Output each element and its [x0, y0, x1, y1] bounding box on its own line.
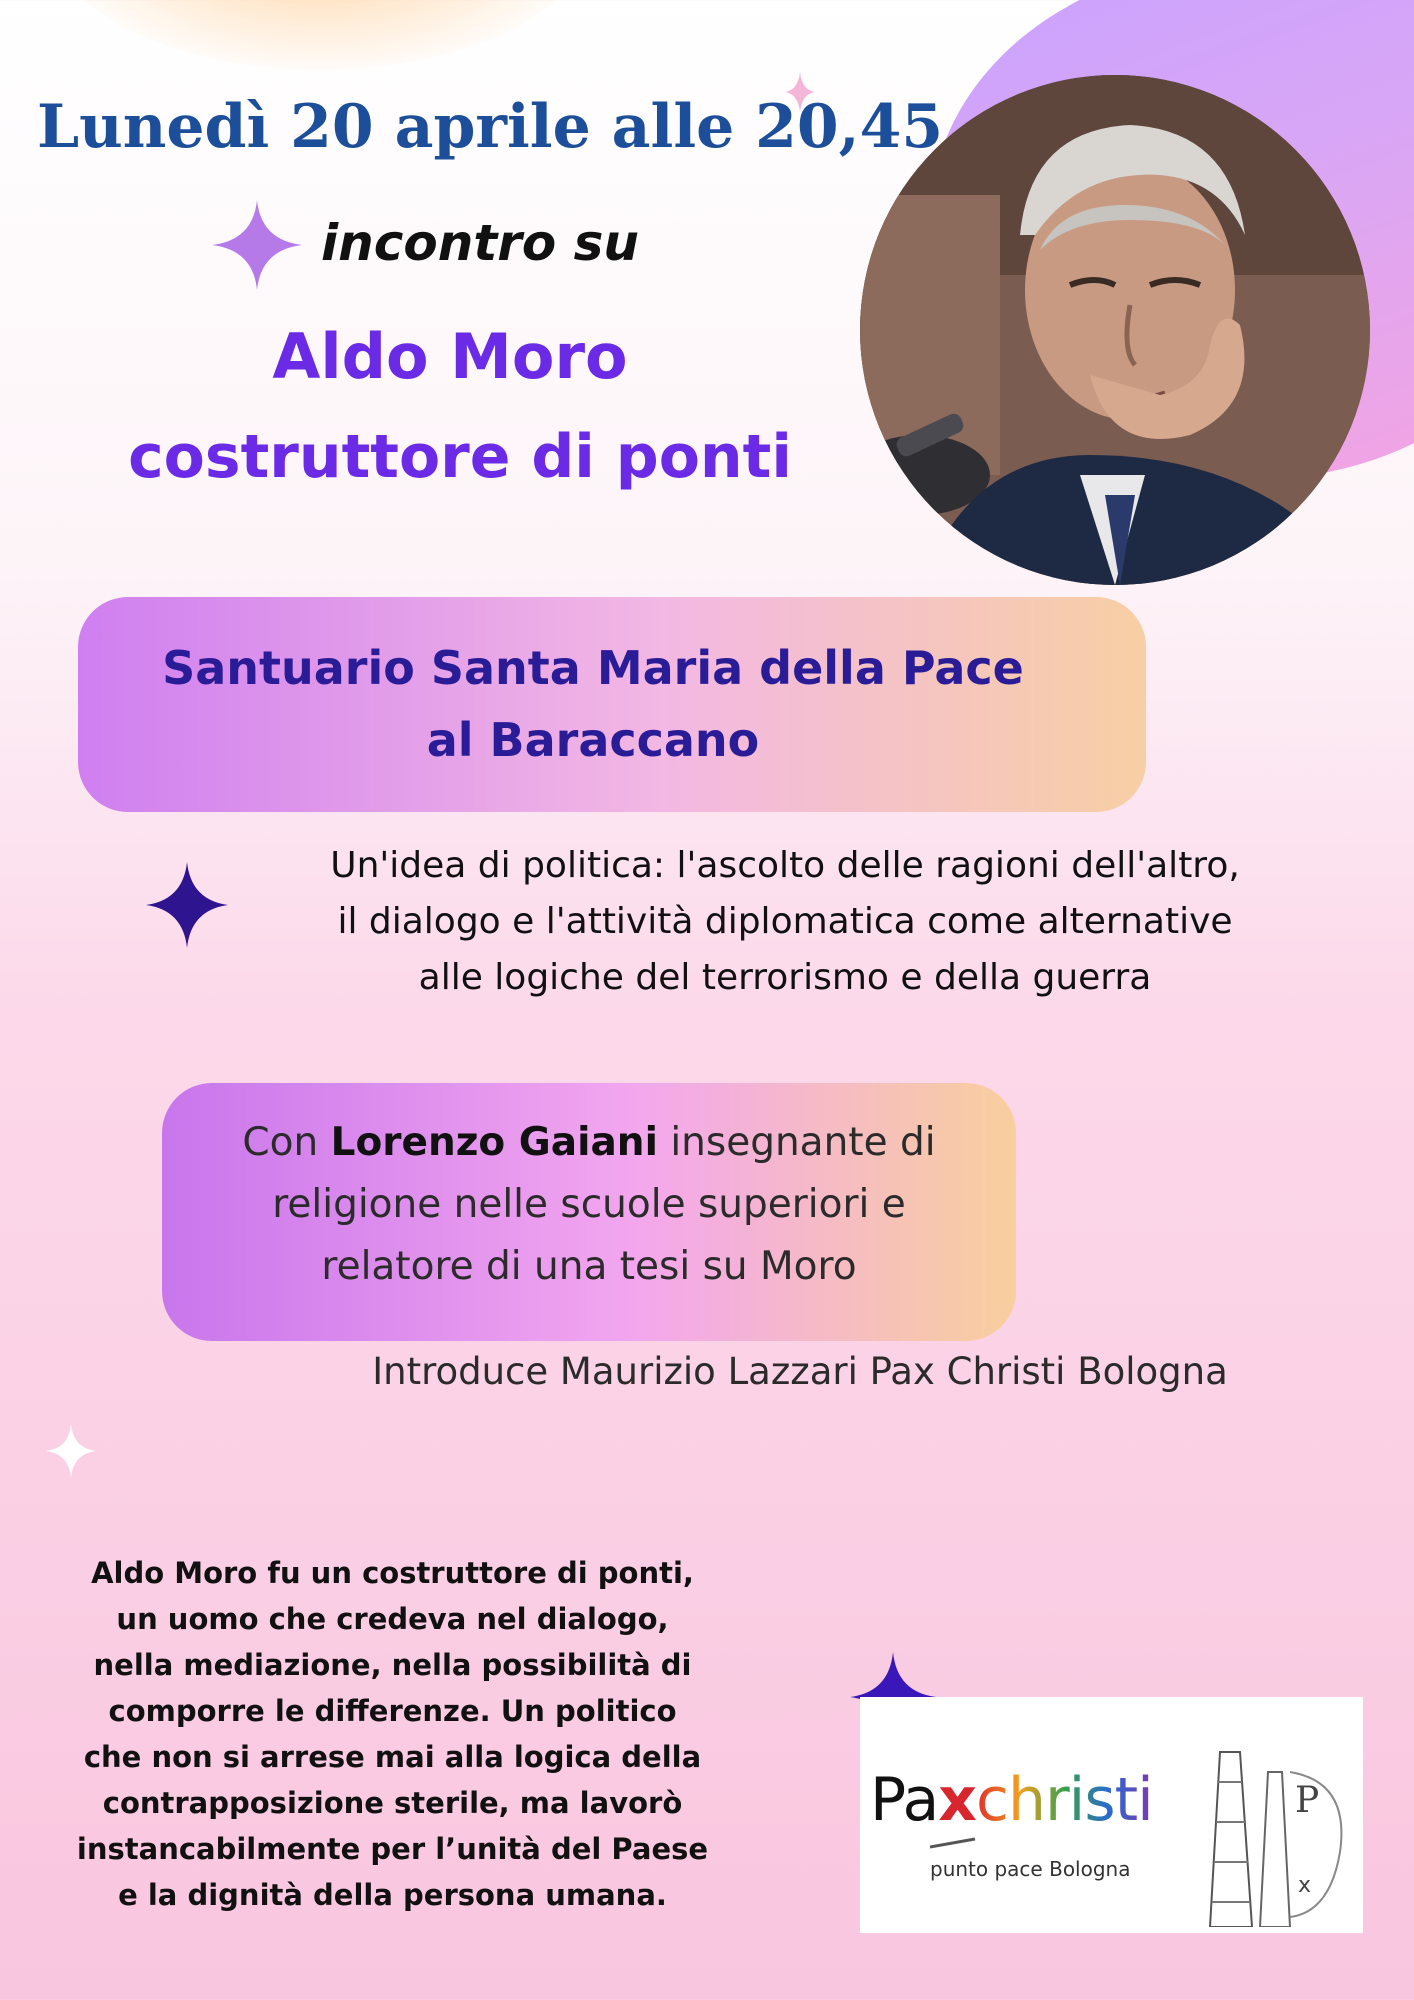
logo-underline-icon	[930, 1837, 1110, 1849]
speaker-line2: religione nelle scuole superiori e	[272, 1182, 906, 1227]
logo-wordmark	[870, 1765, 1153, 1835]
logo-x: x	[938, 1765, 976, 1835]
theme-line3: alle logiche del terrorismo e della guerra	[418, 957, 1152, 998]
bio-line: contrapposizione sterile, ma lavorò	[102, 1786, 683, 1820]
lead-in-text: incontro su	[321, 214, 639, 272]
venue-text	[78, 632, 1108, 776]
event-title-line1: Aldo Moro	[272, 320, 628, 393]
sparkle-icon	[46, 1424, 96, 1478]
logo-christi: christi	[975, 1765, 1153, 1835]
bio-line: instancabilmente per l’unità del Paese	[76, 1832, 709, 1866]
logo-pa: Pa	[870, 1765, 939, 1835]
bio-line: nella mediazione, nella possibilità di	[93, 1648, 692, 1682]
theme-text	[270, 838, 1300, 1006]
svg-text:x: x	[1298, 1873, 1312, 1898]
speaker-name: Lorenzo Gaiani	[330, 1120, 658, 1165]
paxchristi-logo	[860, 1697, 1363, 1933]
speaker-line3: relatore di una tesi su Moro	[321, 1244, 857, 1289]
speaker-text	[162, 1112, 1016, 1298]
logo-subtitle: punto pace Bologna	[930, 1857, 1131, 1881]
bio-line: e la dignità della persona umana.	[118, 1878, 667, 1912]
venue-line1: Santuario Santa Maria della Pace	[162, 641, 1024, 695]
bio-paragraph	[60, 1550, 725, 1918]
speaker-prefix: Con	[242, 1120, 331, 1165]
bio-line: comporre le differenze. Un politico	[108, 1694, 677, 1728]
bio-line: un uomo che credeva nel dialogo,	[116, 1602, 669, 1636]
sparkle-icon	[146, 862, 228, 948]
bio-line: che non si arrese mai alla logica della	[83, 1740, 702, 1774]
tower-emblem-icon	[1190, 1742, 1350, 1927]
event-date-headline: Lunedì 20 aprile alle 20,45	[36, 92, 944, 162]
theme-line2: il dialogo e l'attività diplomatica come alternative	[337, 901, 1233, 942]
event-title-line2: costruttore di ponti	[128, 422, 792, 492]
theme-line1: Un'idea di politica: l'ascolto delle ragioni dell'altro,	[330, 845, 1240, 886]
speaker-line1	[162, 1112, 1016, 1174]
speaker-role-part1: insegnante di	[657, 1120, 936, 1165]
orange-glow	[40, 0, 600, 70]
svg-text:P: P	[1295, 1780, 1320, 1821]
venue-line2: al Baraccano	[426, 713, 760, 767]
bio-line: Aldo Moro fu un costruttore di ponti,	[91, 1556, 694, 1590]
introducer-text: Introduce Maurizio Lazzari Pax Christi Bologna	[372, 1350, 1228, 1393]
